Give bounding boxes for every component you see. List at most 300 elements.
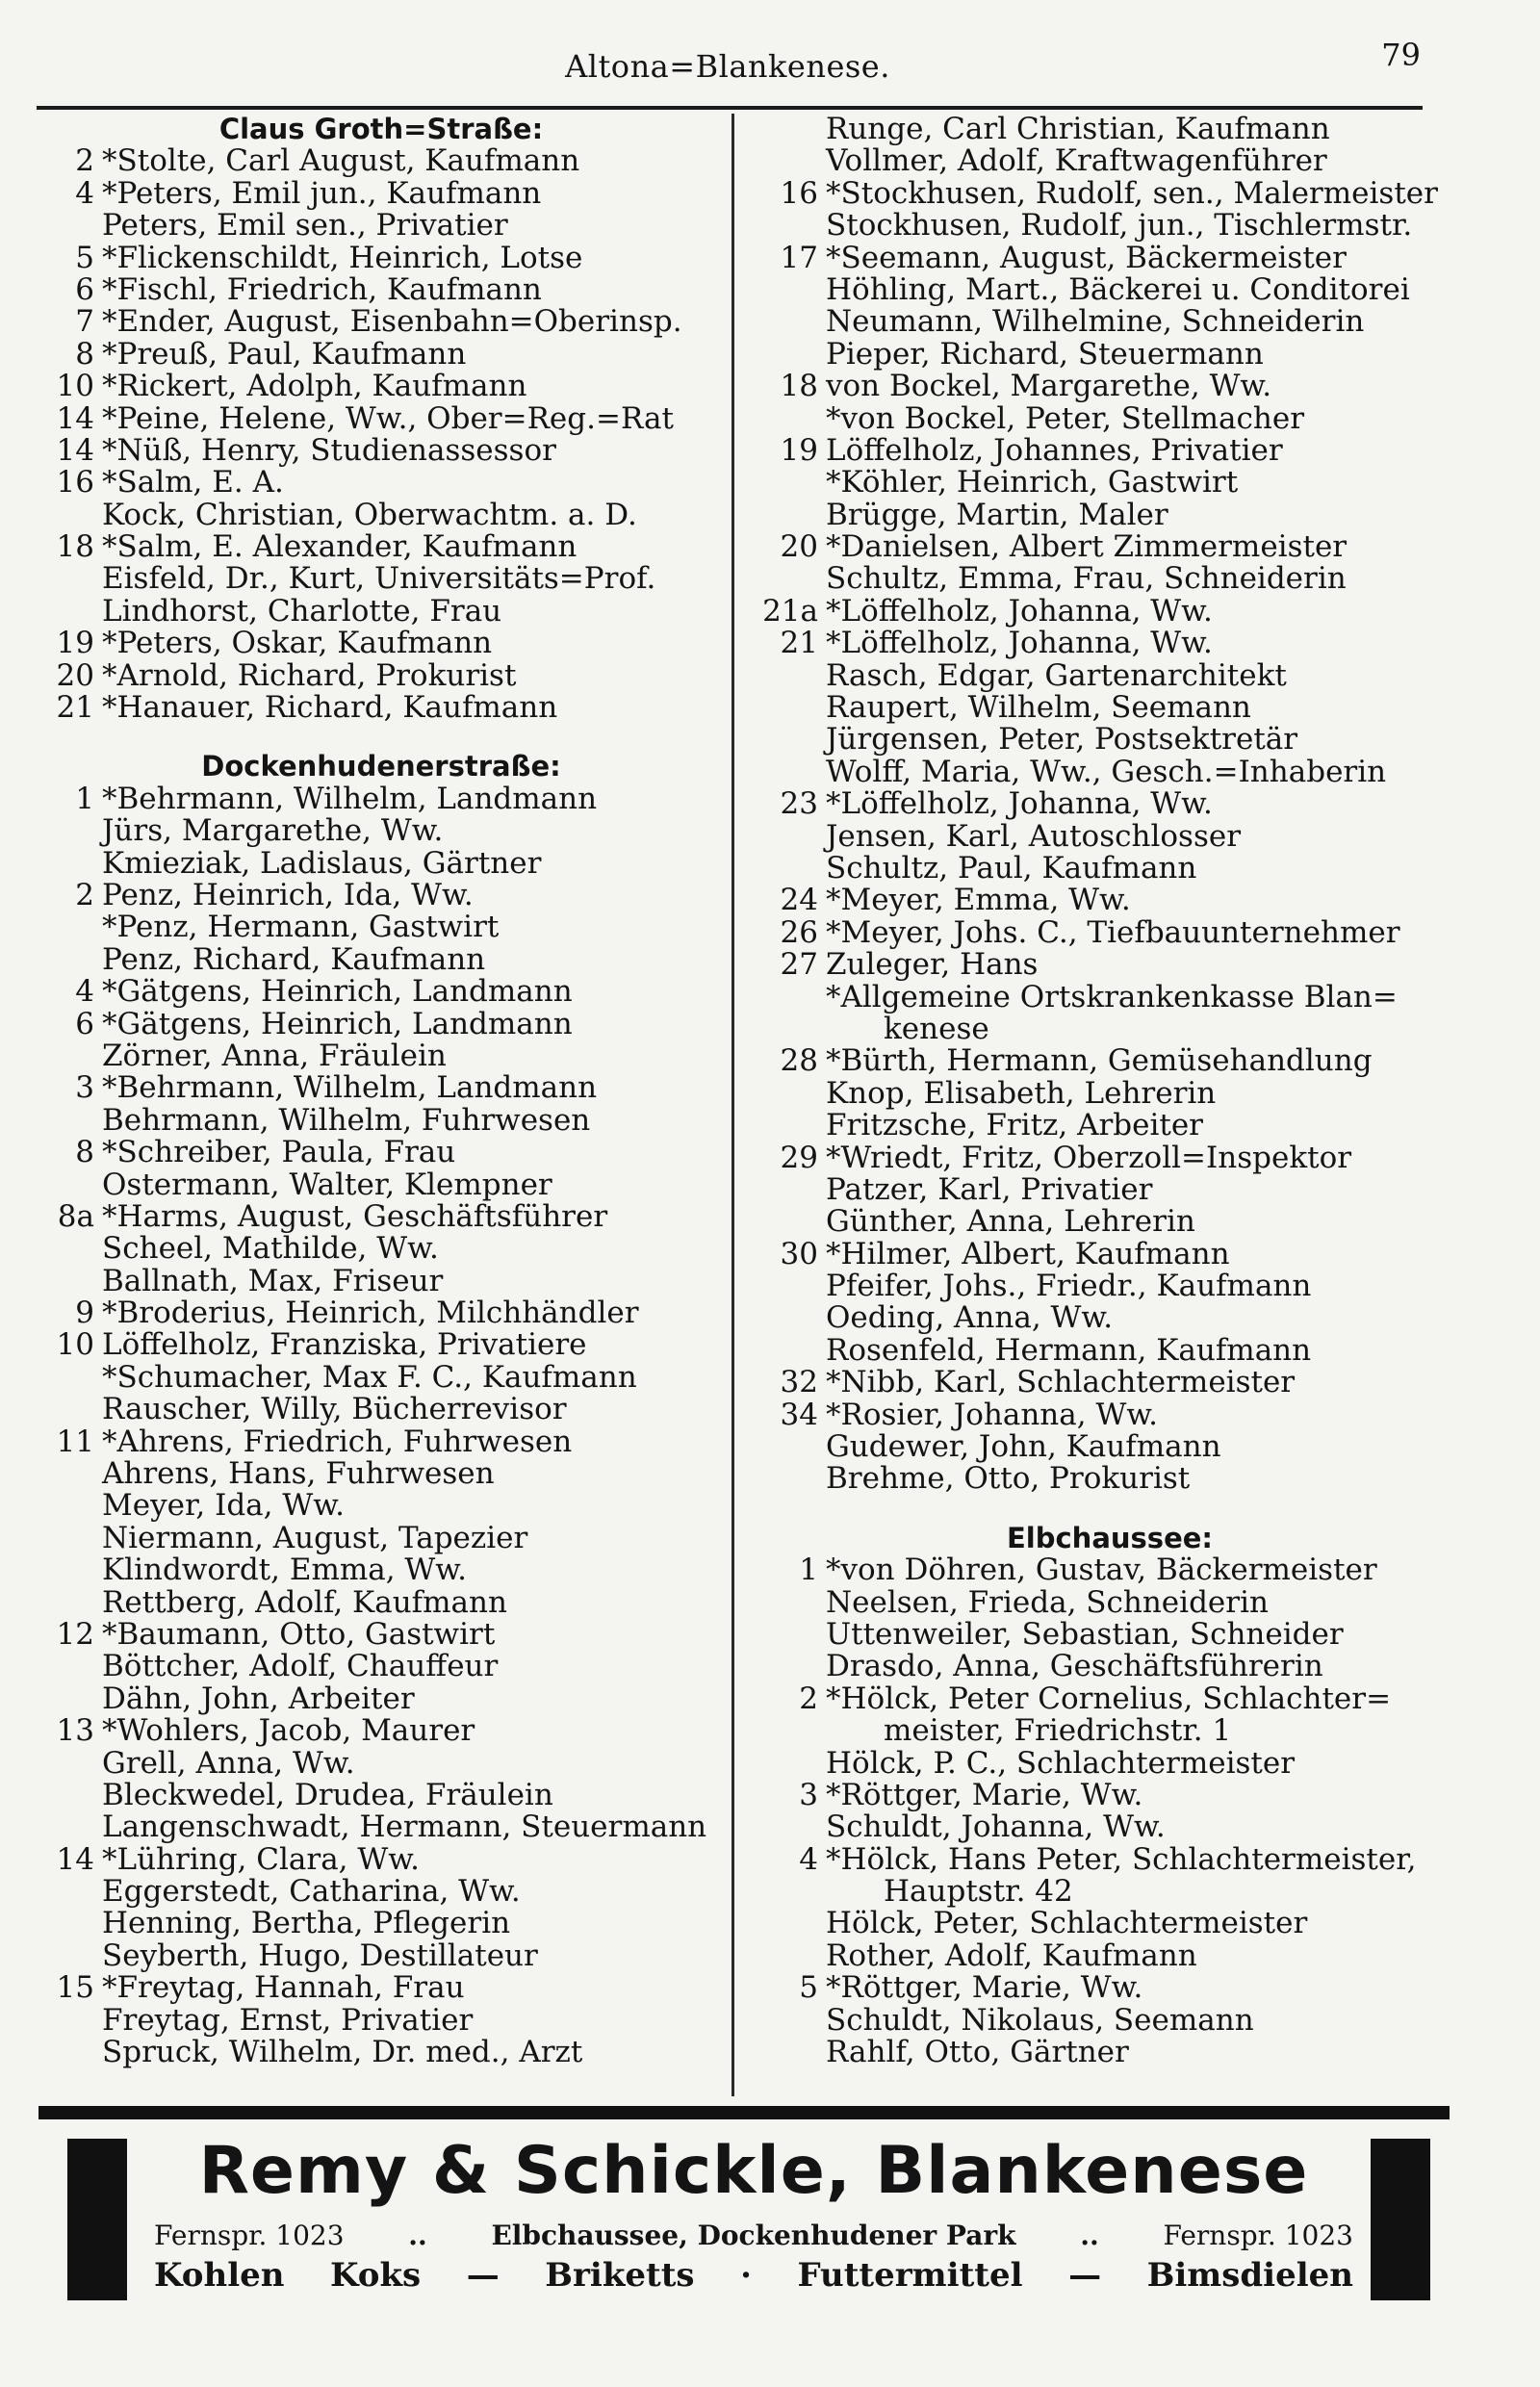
resident-text: *Hilmer, Albert, Kaufmann — [826, 1236, 1230, 1271]
directory-entry — [758, 1554, 1461, 1586]
resident-text: Seyberth, Hugo, Destillateur — [102, 1938, 538, 1973]
directory-entry — [35, 531, 728, 563]
directory-entry — [758, 563, 1461, 595]
directory-entry — [758, 240, 1461, 275]
house-number — [758, 339, 826, 371]
house-number: 15 — [56, 1970, 94, 2006]
advertisement — [38, 2133, 1450, 2300]
ad-black-block-left — [67, 2139, 127, 2300]
resident-text: *Wriedt, Fritz, Oberzoll=Inspektor — [826, 1140, 1352, 1175]
directory-entry — [758, 2037, 1461, 2068]
resident-text: Pieper, Richard, Steuermann — [826, 336, 1264, 372]
house-number: 14 — [56, 400, 94, 436]
directory-entry — [758, 1972, 1461, 2004]
resident-text: Ahrens, Hans, Fuhrwesen — [102, 1456, 495, 1492]
house-number — [758, 1619, 826, 1651]
house-number: 4 — [75, 175, 94, 211]
directory-entry — [758, 1142, 1461, 1174]
directory-entry — [35, 175, 728, 211]
house-number — [35, 911, 102, 943]
resident-text: *Rosier, Johanna, Ww. — [826, 1397, 1159, 1432]
directory-entry — [35, 976, 728, 1008]
resident-text: *Behrmann, Wilhelm, Landmann — [102, 781, 598, 816]
directory-entry — [35, 497, 728, 532]
house-number — [758, 1587, 826, 1619]
header-rule — [37, 106, 1423, 110]
house-number: 4 — [799, 1841, 818, 1877]
ad-product: Briketts — [545, 2256, 695, 2295]
house-number — [758, 563, 826, 595]
house-number: 3 — [75, 1070, 94, 1106]
ad-contact-line — [154, 2220, 1353, 2251]
directory-entry — [758, 531, 1461, 563]
resident-text: Henning, Bertha, Pflegerin — [102, 1906, 511, 1941]
house-number: 10 — [56, 369, 94, 404]
house-number: 23 — [780, 786, 818, 822]
house-number — [35, 596, 102, 628]
resident-text: Günther, Anna, Lehrerin — [826, 1204, 1195, 1240]
directory-entry — [758, 1045, 1461, 1077]
resident-text: kenese — [884, 1011, 989, 1046]
house-number — [35, 563, 102, 595]
house-number: 3 — [799, 1777, 818, 1812]
house-number — [35, 1362, 102, 1394]
house-number: 34 — [780, 1397, 818, 1432]
house-number: 8 — [75, 336, 94, 372]
house-number — [758, 2005, 826, 2037]
directory-entry — [758, 1367, 1461, 1399]
resident-text: Ostermann, Walter, Klempner — [102, 1167, 552, 1202]
ad-phone-right: Fernspr. 1023 — [1163, 2220, 1353, 2251]
house-number: 21 — [780, 626, 818, 661]
house-number — [35, 1811, 102, 1843]
ad-dash: — — [1068, 2256, 1102, 2295]
directory-entry — [758, 1171, 1461, 1207]
house-number: 20 — [56, 657, 94, 693]
resident-text: *Nibb, Karl, Schlachtermeister — [826, 1365, 1296, 1400]
resident-text: Kmieziak, Ladislaus, Gärtner — [102, 845, 542, 881]
directory-entry — [758, 818, 1461, 854]
directory-entry — [35, 692, 728, 724]
house-number — [758, 1431, 826, 1463]
house-number: 10 — [56, 1327, 94, 1363]
directory-entry — [35, 336, 728, 372]
resident-text: Rettberg, Adolf, Kaufmann — [102, 1584, 507, 1620]
directory-entry — [758, 432, 1461, 468]
house-number — [758, 853, 826, 885]
directory-entry — [35, 1233, 728, 1265]
resident-text: *Rickert, Adolph, Kaufmann — [102, 369, 527, 404]
house-number: 21a — [762, 593, 818, 629]
resident-text: *Bürth, Hermann, Gemüsehandlung — [826, 1043, 1373, 1079]
resident-text: Meyer, Ida, Ww. — [102, 1488, 345, 1524]
resident-text: Jensen, Karl, Autoschlosser — [826, 818, 1242, 854]
directory-entry — [758, 1745, 1461, 1781]
directory-entry — [758, 1431, 1461, 1463]
house-number: 7 — [75, 304, 94, 340]
directory-entry — [758, 1270, 1461, 1302]
resident-text: *Peters, Oskar, Kaufmann — [102, 626, 493, 661]
resident-text: Wolff, Maria, Ww., Gesch.=Inhaberin — [826, 754, 1387, 789]
ad-phone-left: Fernspr. 1023 — [154, 2220, 345, 2251]
house-number: 32 — [780, 1365, 818, 1400]
street-heading: Elbchaussee: — [1006, 1521, 1214, 1554]
directory-entry — [35, 1745, 728, 1781]
house-number — [35, 1554, 102, 1586]
resident-text: Spruck, Wilhelm, Dr. med., Arzt — [102, 2035, 583, 2070]
directory-entry — [35, 1616, 728, 1652]
resident-text: Stockhusen, Rudolf, jun., Tischlermstr. — [826, 208, 1413, 244]
resident-text: *Allgemeine Ortskrankenkasse Blan= — [826, 979, 1398, 1014]
house-number — [35, 1490, 102, 1522]
directory-entry — [35, 1329, 728, 1361]
directory-entry — [758, 1908, 1461, 1939]
resident-text: Rauscher, Willy, Bücherrevisor — [102, 1392, 567, 1427]
resident-text: Brügge, Martin, Maler — [826, 497, 1168, 532]
resident-text: *Peters, Emil jun., Kaufmann — [102, 175, 542, 211]
resident-text: *Salm, E. Alexander, Kaufmann — [102, 529, 578, 565]
resident-text: Knop, Elisabeth, Lehrerin — [826, 1075, 1217, 1111]
resident-text: Rahlf, Otto, Gärtner — [826, 2035, 1129, 2070]
ad-product: Futtermittel — [797, 2256, 1023, 2295]
house-number — [758, 1908, 826, 1939]
house-number — [758, 692, 826, 724]
house-number — [758, 1811, 826, 1843]
house-number: 5 — [75, 240, 94, 275]
house-number — [758, 2037, 826, 2068]
resident-text: *Seemann, August, Bäckermeister — [826, 240, 1347, 275]
house-number — [35, 944, 102, 976]
resident-text: Zuleger, Hans — [826, 947, 1039, 983]
directory-entry — [758, 271, 1461, 307]
directory-entry — [35, 593, 728, 629]
directory-entry — [35, 1651, 728, 1682]
house-number — [35, 1683, 102, 1715]
house-number — [35, 2005, 102, 2037]
page-number: 79 — [1381, 37, 1421, 73]
ad-product: Bimsdielen — [1146, 2256, 1353, 2295]
resident-text: Böttcher, Adolf, Chauffeur — [102, 1649, 499, 1684]
resident-text: Hölck, Peter, Schlachtermeister — [826, 1906, 1308, 1941]
resident-text: Klindwordt, Emma, Ww. — [102, 1553, 468, 1588]
directory-entry — [758, 400, 1461, 436]
directory-entry — [35, 240, 728, 275]
house-number: 12 — [56, 1616, 94, 1652]
directory-entry — [35, 145, 728, 177]
resident-text: *Penz, Hermann, Gastwirt — [102, 910, 500, 945]
house-number — [758, 1748, 826, 1780]
directory-entry — [758, 175, 1461, 211]
directory-entry — [35, 400, 728, 436]
directory-entry — [35, 1426, 728, 1458]
left-column — [35, 114, 728, 2116]
house-number — [35, 1587, 102, 1619]
resident-text: Dähn, John, Arbeiter — [102, 1681, 415, 1716]
directory-entry — [35, 1584, 728, 1620]
resident-text: Jürgensen, Peter, Postsektretär — [826, 722, 1298, 757]
directory-entry — [35, 1458, 728, 1490]
resident-text: Uttenweiler, Sebastian, Schneider — [826, 1616, 1344, 1652]
ad-separator: .. — [1080, 2220, 1099, 2251]
resident-text: *Stolte, Carl August, Kaufmann — [102, 143, 580, 179]
directory-entry — [35, 467, 728, 499]
house-number: 9 — [75, 1296, 94, 1331]
resident-text: Pfeifer, Johs., Friedr., Kaufmann — [826, 1269, 1312, 1304]
house-number: 5 — [799, 1970, 818, 2006]
resident-text: *von Döhren, Gustav, Bäckermeister — [826, 1553, 1377, 1588]
resident-text: von Bockel, Margarethe, Ww. — [826, 369, 1272, 404]
house-number: 27 — [780, 947, 818, 983]
resident-text: *Baumann, Otto, Gastwirt — [102, 1616, 496, 1652]
ad-address: Elbchaussee, Dockenhudener Park — [491, 2220, 1016, 2251]
ad-dot: · — [740, 2256, 752, 2295]
house-number — [758, 660, 826, 692]
directory-entry — [758, 850, 1461, 886]
house-number — [35, 1748, 102, 1780]
resident-text: *Peine, Helene, Ww., Ober=Reg.=Rat — [102, 400, 674, 436]
resident-text: Zörner, Anna, Fräulein — [102, 1038, 447, 1073]
resident-text: Raupert, Wilhelm, Seemann — [826, 690, 1251, 726]
house-number — [35, 1169, 102, 1201]
directory-entry — [35, 1359, 728, 1395]
resident-text: *Schreiber, Paula, Frau — [102, 1135, 456, 1170]
resident-text: *Broderius, Heinrich, Milchhändler — [102, 1296, 639, 1331]
house-number: 2 — [75, 143, 94, 179]
house-number — [35, 1523, 102, 1554]
directory-entry — [35, 845, 728, 881]
resident-text: *Röttger, Marie, Ww. — [826, 1970, 1143, 2006]
resident-text: *Meyer, Emma, Ww. — [826, 883, 1131, 918]
resident-text: *Fischl, Friedrich, Kaufmann — [102, 271, 542, 307]
resident-text: Neelsen, Frieda, Schneiderin — [826, 1584, 1269, 1620]
street-heading: Dockenhudenerstraße: — [201, 750, 561, 783]
directory-entry — [35, 1072, 728, 1104]
resident-text: *Ender, August, Eisenbahn=Oberinsp. — [102, 304, 682, 340]
directory-entry — [35, 1841, 728, 1877]
page-title: Altona=Blankenese. — [565, 48, 890, 85]
directory-entry — [758, 1206, 1461, 1238]
house-number: 20 — [780, 529, 818, 565]
house-number: 26 — [780, 914, 818, 950]
resident-text: Rasch, Edgar, Gartenarchitekt — [826, 657, 1287, 693]
page-header — [35, 29, 1421, 106]
resident-text: Schuldt, Johanna, Ww. — [826, 1810, 1166, 1845]
house-number — [758, 145, 826, 177]
directory-entry — [758, 1399, 1461, 1431]
directory-entry — [758, 724, 1461, 756]
resident-text: *Salm, E. A. — [102, 465, 284, 500]
resident-text: Löffelholz, Johannes, Privatier — [826, 432, 1283, 468]
entry-continuation — [758, 1011, 1461, 1046]
directory-entry — [758, 1940, 1461, 1972]
right-column — [758, 114, 1461, 2116]
house-number — [758, 1206, 826, 1238]
resident-text: Runge, Carl Christian, Kaufmann — [826, 112, 1330, 146]
resident-text: *Behrmann, Wilhelm, Landmann — [102, 1070, 598, 1106]
resident-text: *Hölck, Peter Cornelius, Schlachter= — [826, 1681, 1392, 1716]
directory-entry — [758, 306, 1461, 338]
house-number — [35, 1876, 102, 1908]
resident-text: *Hanauer, Richard, Kaufmann — [102, 690, 558, 726]
house-number — [35, 1908, 102, 1939]
directory-entry — [35, 815, 728, 847]
resident-text: Rosenfeld, Hermann, Kaufmann — [826, 1332, 1312, 1368]
street-heading: Claus Groth=Straße: — [218, 113, 544, 145]
ad-product: Kohlen — [154, 2256, 285, 2295]
house-number: 8a — [57, 1198, 94, 1234]
resident-text: Neumann, Wilhelmine, Schneiderin — [826, 304, 1365, 340]
directory-entry — [758, 593, 1461, 629]
directory-entry — [35, 1683, 728, 1715]
resident-text: Behrmann, Wilhelm, Fuhrwesen — [102, 1102, 591, 1138]
house-number — [35, 1105, 102, 1137]
resident-text: *Harms, August, Geschäftsführer — [102, 1198, 608, 1234]
house-number: 18 — [780, 369, 818, 404]
directory-entry — [35, 911, 728, 943]
house-number — [758, 467, 826, 499]
directory-entry — [35, 1102, 728, 1138]
house-number — [35, 1780, 102, 1811]
resident-text: Penz, Richard, Kaufmann — [102, 941, 486, 977]
directory-entry — [758, 1236, 1461, 1271]
house-number: 29 — [780, 1140, 818, 1175]
directory-entry — [758, 949, 1461, 981]
house-number: 16 — [780, 175, 818, 211]
directory-entry — [35, 1554, 728, 1586]
resident-text: *Hölck, Hans Peter, Schlachtermeister, — [826, 1841, 1417, 1877]
house-number: 2 — [75, 877, 94, 912]
house-number — [758, 1014, 826, 1045]
resident-text: *Arnold, Richard, Prokurist — [102, 657, 517, 693]
directory-entry — [35, 1394, 728, 1425]
resident-text: Lindhorst, Charlotte, Frau — [102, 593, 502, 629]
house-number: 16 — [56, 465, 94, 500]
directory-entry — [758, 1616, 1461, 1652]
directory-entry — [758, 371, 1461, 402]
house-number: 11 — [56, 1424, 94, 1459]
directory-entry — [758, 336, 1461, 372]
ad-firm-name: Remy & Schickle, Blankenese — [198, 2133, 1309, 2209]
directory-entry — [35, 941, 728, 977]
directory-entry — [758, 1651, 1461, 1682]
directory-entry — [758, 754, 1461, 789]
house-number: 18 — [56, 529, 94, 565]
section-gap — [35, 724, 728, 751]
directory-entry — [35, 657, 728, 693]
house-number — [35, 500, 102, 531]
house-number: 6 — [75, 1006, 94, 1041]
directory-entry — [758, 1110, 1461, 1142]
directory-entry — [758, 628, 1461, 659]
directory-entry — [35, 1137, 728, 1168]
ad-dash: — — [466, 2256, 500, 2295]
house-number — [35, 1458, 102, 1490]
resident-text: *Schumacher, Max F. C., Kaufmann — [102, 1359, 637, 1395]
house-number — [35, 210, 102, 242]
directory-entry — [35, 371, 728, 402]
resident-text: *Freytag, Hannah, Frau — [102, 1970, 465, 2006]
house-number — [758, 114, 826, 145]
ad-black-block-right — [1371, 2139, 1430, 2300]
house-number: 28 — [780, 1043, 818, 1079]
directory-entry — [35, 1520, 728, 1555]
directory-entry — [35, 1198, 728, 1234]
directory-entry — [758, 1302, 1461, 1334]
directory-entry — [758, 210, 1461, 242]
house-number — [35, 1651, 102, 1682]
resident-text: *Danielsen, Albert Zimmermeister — [826, 529, 1348, 565]
resident-text: Grell, Anna, Ww. — [102, 1745, 355, 1781]
directory-entry — [758, 1332, 1461, 1368]
house-number — [758, 1335, 826, 1367]
directory-entry — [758, 467, 1461, 499]
house-number: 21 — [56, 690, 94, 726]
house-number: 14 — [56, 1841, 94, 1877]
resident-text: Hölck, P. C., Schlachtermeister — [826, 1745, 1296, 1781]
resident-text: *Preuß, Paul, Kaufmann — [102, 336, 467, 372]
resident-text: Jürs, Margarethe, Ww. — [102, 813, 444, 849]
house-number — [35, 1394, 102, 1425]
directory-entry — [758, 788, 1461, 820]
directory-entry — [35, 271, 728, 307]
resident-text: *Wohlers, Jacob, Maurer — [102, 1713, 475, 1749]
resident-text: Schultz, Emma, Frau, Schneiderin — [826, 561, 1347, 597]
house-number — [758, 1651, 826, 1682]
directory-entry — [35, 628, 728, 659]
directory-entry — [758, 145, 1461, 177]
house-number — [758, 724, 826, 756]
house-number — [758, 403, 826, 435]
directory-entry — [35, 1908, 728, 1939]
house-number — [35, 815, 102, 847]
directory-entry — [35, 1972, 728, 2004]
directory-entry — [758, 657, 1461, 693]
ad-separator: .. — [408, 2220, 427, 2251]
house-number — [758, 274, 826, 306]
house-number — [758, 757, 826, 788]
resident-text: Fritzsche, Fritz, Arbeiter — [826, 1108, 1203, 1143]
resident-text: Schultz, Paul, Kaufmann — [826, 850, 1197, 886]
house-number — [758, 210, 826, 242]
column-divider — [732, 114, 734, 2096]
resident-text: Oeding, Anna, Ww. — [826, 1300, 1114, 1336]
resident-text: Höhling, Mart., Bäckerei u. Conditorei — [826, 271, 1410, 307]
resident-text: Löffelholz, Franziska, Privatiere — [102, 1327, 587, 1363]
house-number: 1 — [799, 1553, 818, 1588]
section-gap — [758, 1496, 1461, 1523]
house-number — [758, 982, 826, 1014]
directory-entry — [35, 1876, 728, 1908]
house-number — [758, 1302, 826, 1334]
house-number — [35, 1040, 102, 1072]
directory-entry — [35, 210, 728, 242]
directory-entry — [35, 1263, 728, 1298]
house-number: 30 — [780, 1236, 818, 1271]
resident-text: *Löffelholz, Johanna, Ww. — [826, 786, 1213, 822]
house-number — [758, 1940, 826, 1972]
ad-products-line — [154, 2256, 1353, 2295]
house-number — [758, 821, 826, 853]
resident-text: *Köhler, Heinrich, Gastwirt — [826, 465, 1239, 500]
directory-entry — [35, 1297, 728, 1329]
resident-text: Langenschwadt, Hermann, Steuermann — [102, 1810, 707, 1845]
house-number — [758, 1876, 826, 1908]
house-number: 4 — [75, 974, 94, 1010]
entry-continuation — [758, 1876, 1461, 1908]
directory-entry — [35, 1490, 728, 1522]
directory-entry — [35, 1811, 728, 1843]
house-number: 2 — [799, 1681, 818, 1716]
